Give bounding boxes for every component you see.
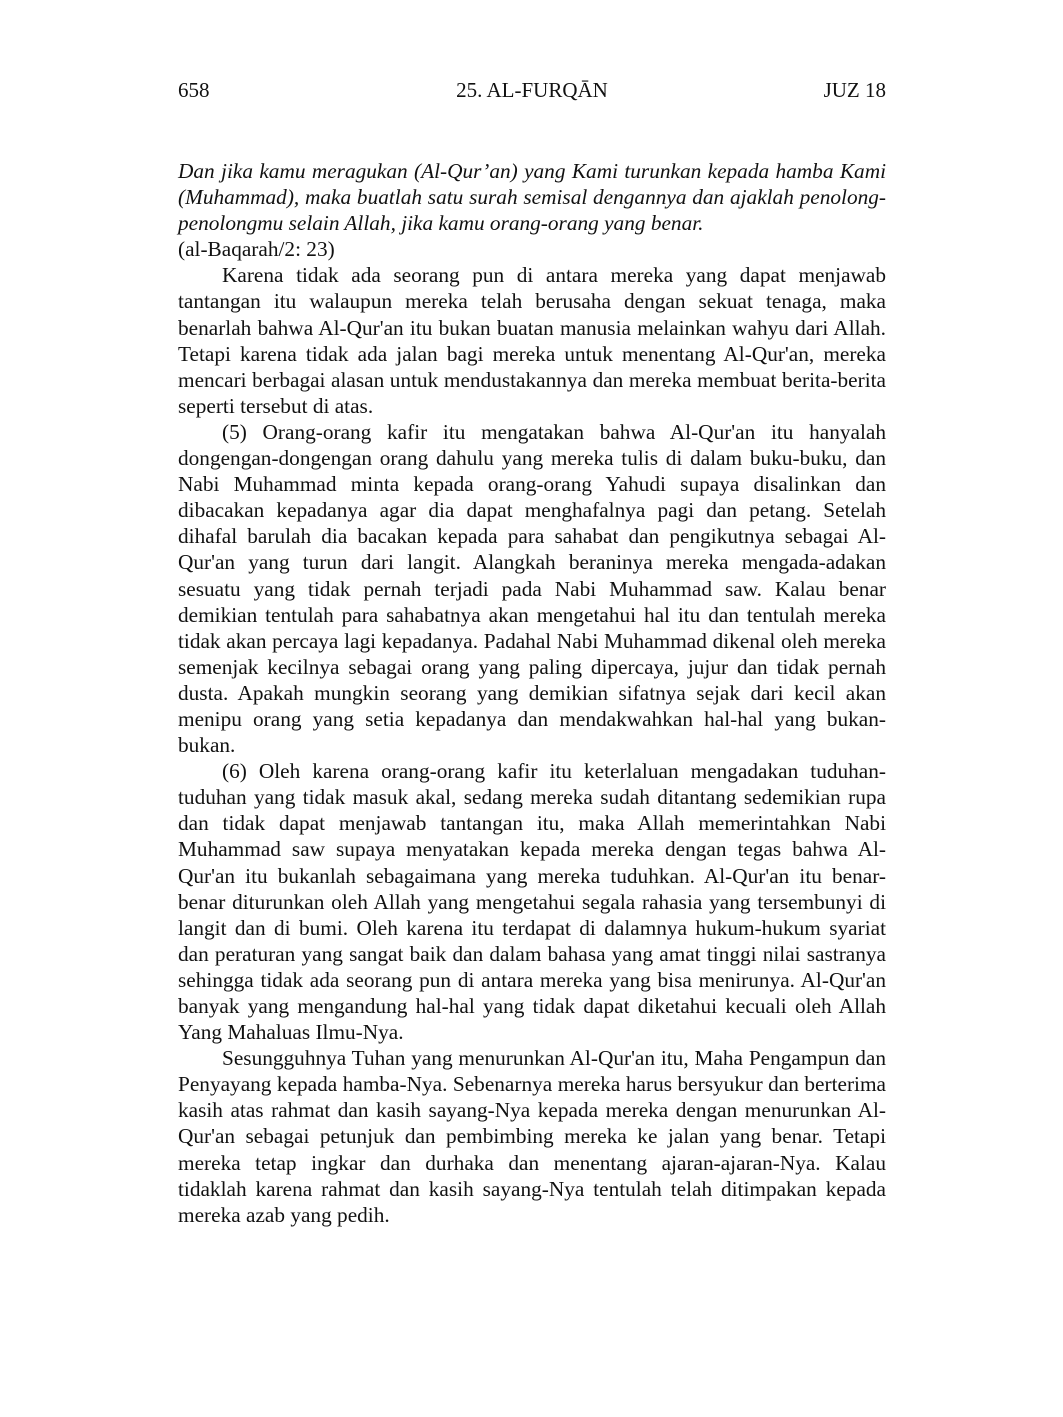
paragraph-1: Karena tidak ada seorang pun di antara mereka yang dapat menjawab tantangan itu walaupun mereka telah berusaha dengan sekuat tenaga, maka benarlah bahwa Al-Qur'an itu bukan buatan manusia melainkan wahyu dari Allah. Tetapi karena tidak ada jalan bagi mereka untuk menentang Al-Qur'an, mereka mencari berbagai alasan untuk mendustakannya dan mereka membuat berita-berita seperti tersebut di atas.: [178, 263, 886, 418]
running-header: [178, 74, 886, 106]
quote-reference: (al-Baqarah/2: 23): [178, 237, 335, 262]
paragraph-4: Sesungguhnya Tuhan yang menurunkan Al-Qur'an itu, Maha Pengampun dan Penyayang kepada hamba-Nya. Sebenarnya mereka harus bersyukur dan berterima kasih atas rahmat dan kasih sayang-Nya kepada mereka dengan menurunkan Al-Qur'an sebagai petunjuk dan pembimbing mereka ke jalan yang benar. Tetapi mereka tetap ingkar dan durhaka dan menentang ajaran-ajaran-Nya. Kalau tidaklah karena rahmat dan kasih sayang-Nya tentulah telah ditimpakan kepada mereka azab yang pedih.: [178, 1046, 886, 1227]
quote-block: [178, 158, 886, 262]
juz-label: JUZ 18: [823, 78, 886, 102]
paragraph-2: (5) Orang-orang kafir itu mengatakan bahwa Al-Qur'an itu hanyalah dongengan-dongengan orang dahulu yang mereka tulis di dalam buku-buku, dan Nabi Muhammad minta kepada orang-orang Yahudi supaya disalinkan dan dibacakan kepadanya agar dia dapat menghafalnya pagi dan petang. Setelah dihafal barulah dia bacakan kepada para sahabat dan pengikutnya sebagai Al-Qur'an yang turun dari langit. Alangkah beraninya mereka mengada-adakan sesuatu yang tidak pernah terjadi pada Nabi Muhammad saw. Kalau benar demikian tentulah para sahabatnya akan mengetahui hal itu dan tentulah mereka tidak akan percaya lagi kepadanya. Padahal Nabi Muhammad dikenal oleh mereka semenjak kecilnya sebagai orang yang paling dipercaya, jujur dan tidak pernah dusta. Apakah mungkin seorang yang demikian sifatnya sejak dari kecil akan menipu orang yang setia kepadanya dan mendakwahkan hal-hal yang bukan-bukan.: [178, 419, 886, 758]
quote-text: Dan jika kamu meragukan (Al-Qur’an) yang Kami turunkan kepada hamba Kami (Muhammad), maka buatlah satu surah semisal dengannya dan ajaklah penolong-penolongmu selain Allah, jika kamu orang-orang yang benar.: [178, 159, 886, 236]
chapter-title: 25. AL-FURQĀN: [456, 78, 608, 102]
body-text: [178, 158, 886, 1228]
document-page: [178, 74, 886, 1228]
page-number: 658: [178, 78, 210, 102]
paragraph-3: (6) Oleh karena orang-orang kafir itu keterlaluan mengadakan tuduhan-tuduhan yang tidak masuk akal, sedang mereka sudah ditantang sedemikian rupa dan tidak dapat menjawab tantangan itu, maka Allah memerintahkan Nabi Muhammad saw supaya menyatakan kepada mereka dengan tegas bahwa Al-Qur'an itu bukanlah sebagaimana yang mereka tuduhkan. Al-Qur'an itu benar-benar diturunkan oleh Allah yang mengetahui segala rahasia yang tersembunyi di langit dan di bumi. Oleh karena itu terdapat di dalamnya hukum-hukum syariat dan peraturan yang sangat baik dan dalam bahasa yang amat tinggi nilai sastranya sehingga tidak ada seorang pun di antara mereka yang bisa menirunya. Al-Qur'an banyak yang mengandung hal-hal yang tidak dapat diketahui kecuali oleh Allah Yang Mahaluas Ilmu-Nya.: [178, 759, 886, 1045]
